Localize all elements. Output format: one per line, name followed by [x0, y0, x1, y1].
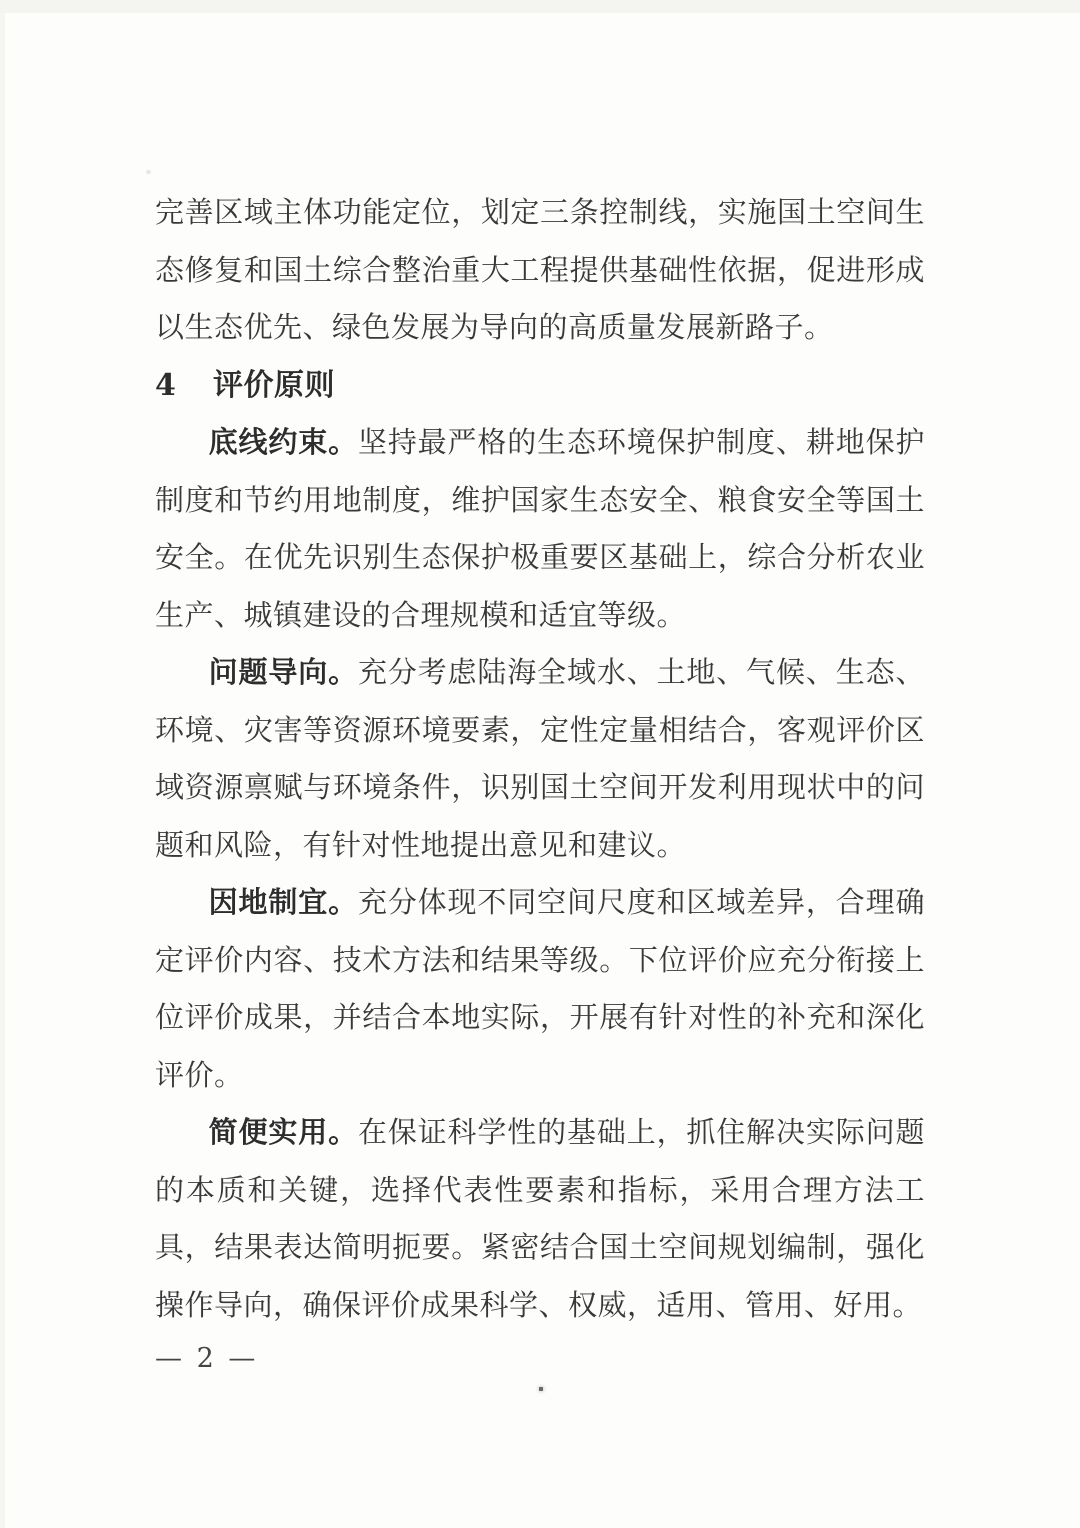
scan-speck-dark — [539, 1387, 543, 1391]
principle-lead: 问题导向。 — [208, 655, 358, 689]
principle-text: 在保证科学性的基础上，抓住解决实际问题的本质和关键，选择代表性要素和指标，采用合理方法工具，结果表达简明扼要。紧密结合国土空间规划编制，强化操作导向，确保评价成果科学、权威，适用、管用、好用。 — [155, 1115, 925, 1322]
section-number: 4 — [155, 367, 177, 403]
principle-text: 充分体现不同空间尺度和区域差异，合理确定评价内容、技术方法和结果等级。下位评价应充分衔接上位评价成果，并结合本地实际，开展有针对性的补充和深化评价。 — [155, 885, 925, 1092]
section-title: 评价原则 — [213, 367, 335, 403]
principle-lead: 因地制宜。 — [208, 885, 358, 919]
paragraph-continuation — [155, 184, 925, 357]
section-heading — [155, 357, 925, 415]
principle-text: 充分考虑陆海全域水、土地、气候、生态、环境、灾害等资源环境要素，定性定量相结合，客观评价区域资源禀赋与环境条件，识别国土空间开发利用现状中的问题和风险，有针对性地提出意见和建议。 — [155, 655, 925, 862]
paragraph-principle-problem-oriented — [155, 644, 925, 874]
page-content — [155, 184, 925, 1334]
paragraph-continuation-text: 完善区域主体功能定位，划定三条控制线，实施国土空间生态修复和国土综合整治重大工程提供基础性依据，促进形成以生态优先、绿色发展为导向的高质量发展新路子。 — [155, 195, 925, 344]
paragraph-principle-local-conditions — [155, 874, 925, 1104]
scan-speck-light — [146, 170, 151, 174]
page-number: — 2 — — [155, 1343, 259, 1374]
principle-lead: 底线约束。 — [208, 425, 358, 459]
principle-lead: 简便实用。 — [208, 1115, 358, 1149]
paragraph-principle-simple-practical — [155, 1104, 925, 1334]
page-footer — [155, 1344, 258, 1374]
scan-edge-left — [0, 13, 5, 1528]
principle-text: 坚持最严格的生态环境保护制度、耕地保护制度和节约用地制度，维护国家生态安全、粮食安全等国土安全。在优先识别生态保护极重要区基础上，综合分析农业生产、城镇建设的合理规模和适宜等级。 — [155, 425, 925, 632]
paragraph-principle-bottom-line — [155, 414, 925, 644]
scan-edge-top — [0, 0, 1080, 13]
